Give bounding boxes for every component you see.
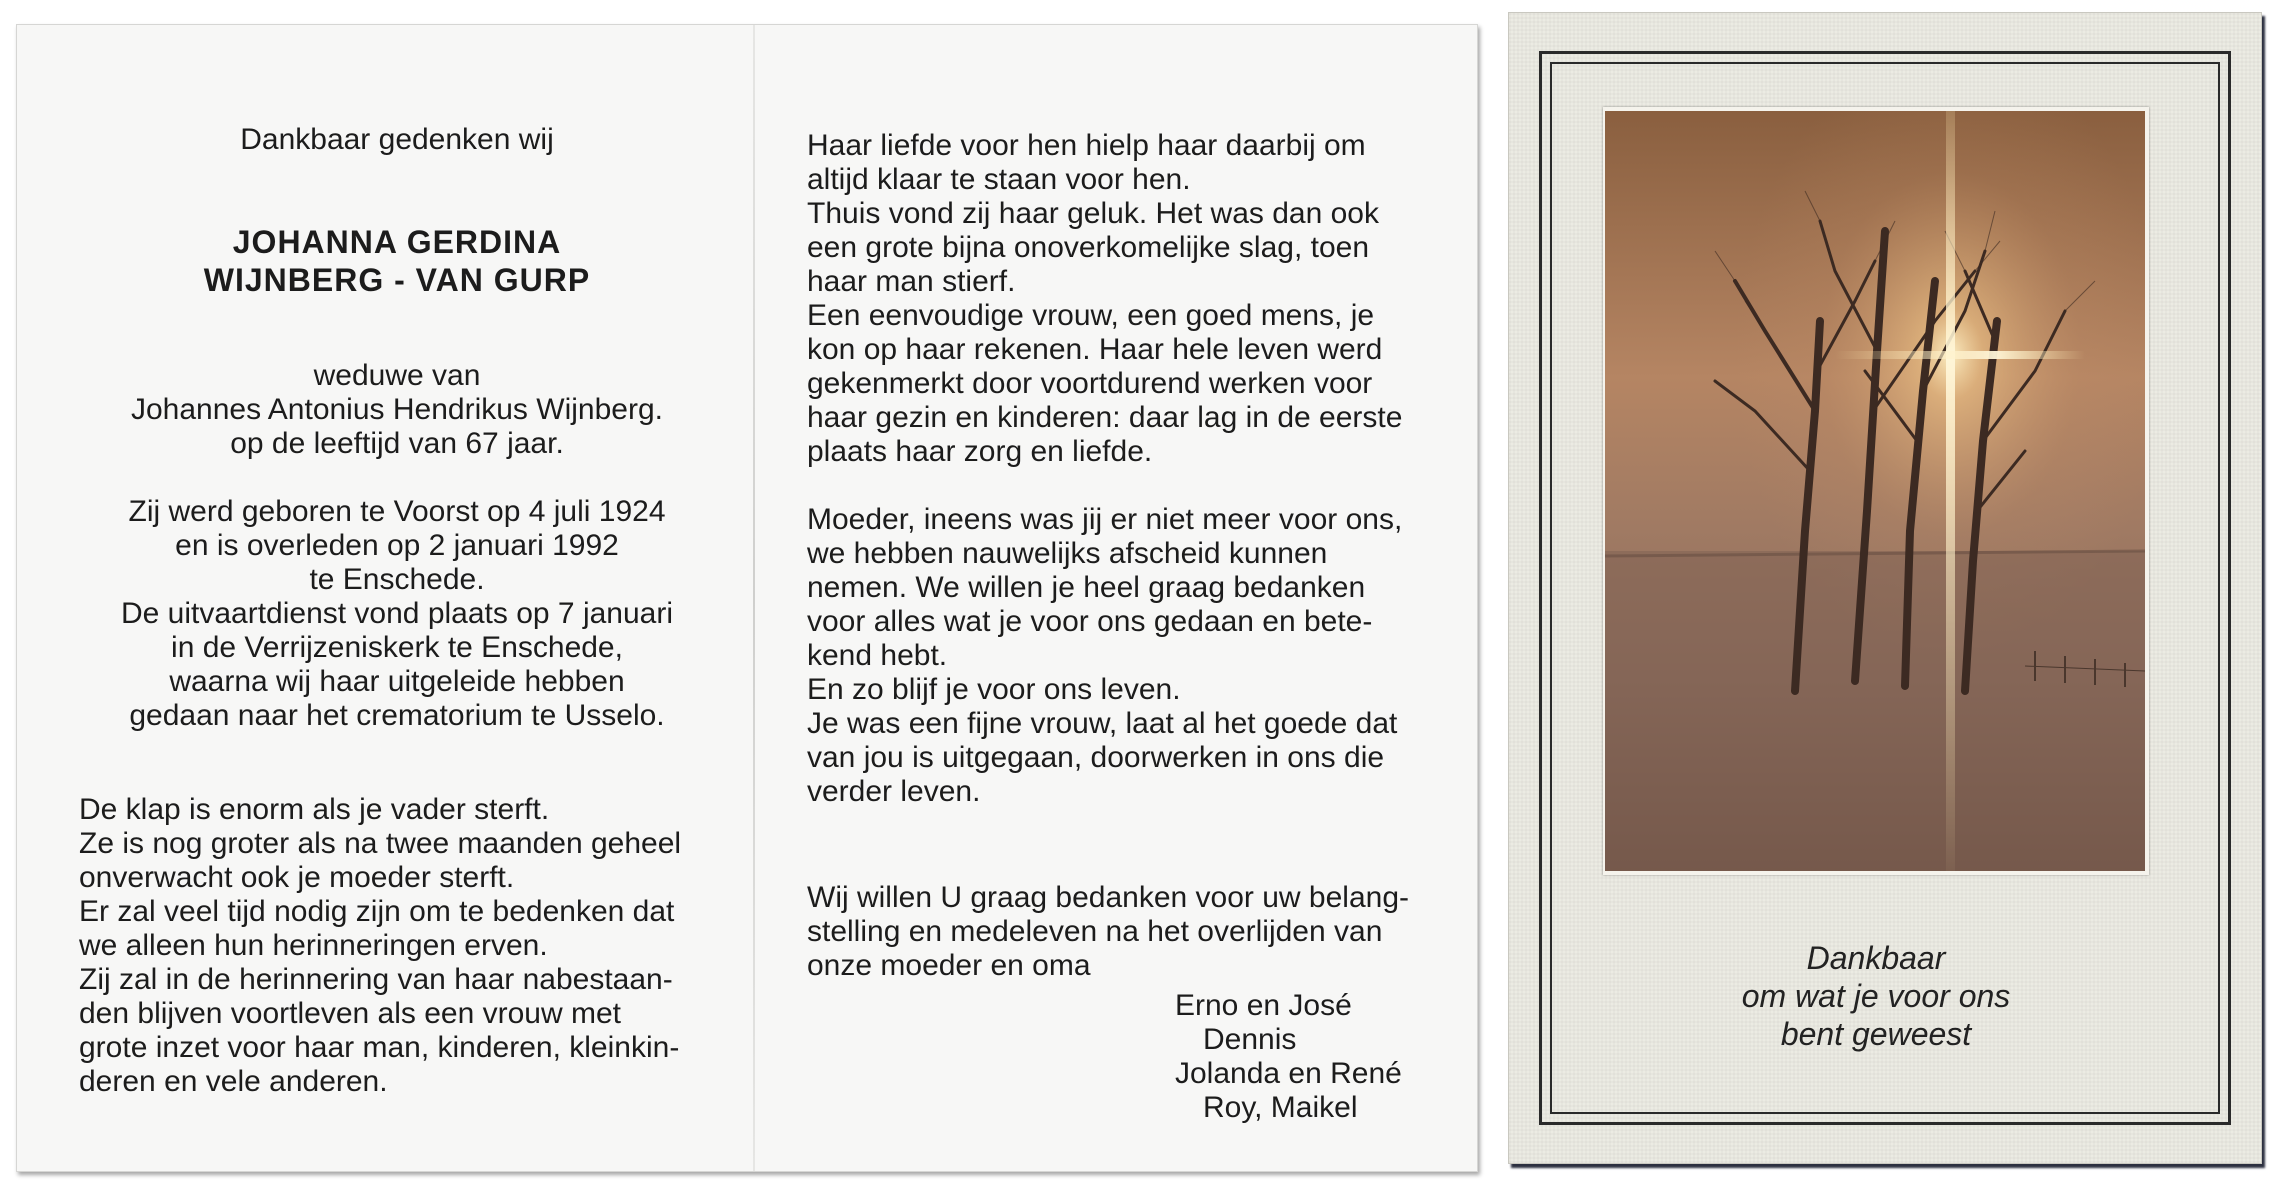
tribute-line: voor alles wat je voor ons gedaan en bete- — [807, 605, 1373, 638]
birth-line: en is overleden op 2 januari 1992 — [175, 529, 619, 562]
poem-paragraph — [79, 793, 729, 1099]
poem-line: De klap is enorm als je vader sterft. — [79, 793, 550, 826]
birth-line: gedaan naar het crematorium te Usselo. — [129, 699, 665, 732]
caption-line: Dankbaar — [1806, 940, 1946, 976]
poem-line: deren en vele anderen. — [79, 1065, 388, 1098]
greeting: Dankbaar gedenken wij — [240, 123, 554, 156]
signers-block — [1175, 989, 1402, 1125]
tribute-line: Moeder, ineens was jij er niet meer voor ons, — [807, 503, 1403, 536]
tribute-line: plaats haar zorg en liefde. — [807, 435, 1153, 468]
widow-line: weduwe van — [313, 359, 481, 392]
signer-line: Jolanda en René — [1175, 1057, 1402, 1090]
cover-caption — [1603, 939, 2149, 1053]
tribute-line: Je was een fijne vrouw, laat al het goede dat — [807, 707, 1398, 740]
widow-line: Johannes Antonius Hendrikus Wijnberg. — [131, 393, 663, 426]
winter-landscape-image — [1605, 111, 2145, 871]
birth-death-block — [77, 495, 717, 733]
inside-left-page — [17, 25, 753, 1171]
tribute-paragraph-1 — [807, 129, 1453, 469]
poem-line: Er zal veel tijd nodig zijn om te bedenken dat — [79, 895, 675, 928]
front-card — [1508, 12, 2262, 1164]
birth-line: in de Verrijzeniskerk te Enschede, — [171, 631, 623, 664]
caption-line: bent geweest — [1780, 1016, 1972, 1052]
tribute-line: gekenmerkt door voortdurend werken voor — [807, 367, 1373, 400]
tribute-line: kon op haar rekenen. Haar hele leven werd — [807, 333, 1383, 366]
tribute-line: altijd klaar te staan voor hen. — [807, 163, 1191, 196]
tribute-line: kend hebt. — [807, 639, 948, 672]
inside-right-page — [755, 25, 1477, 1171]
birth-line: De uitvaartdienst vond plaats op 7 januari — [120, 597, 673, 630]
thanks-line: stelling en medeleven na het overlijden van — [807, 915, 1383, 948]
deceased-name — [77, 223, 717, 299]
tribute-line: En zo blijf je voor ons leven. — [807, 673, 1181, 706]
tribute-line: Een eenvoudige vrouw, een goed mens, je — [807, 299, 1375, 332]
poem-line: Zij zal in de herinnering van haar nabestaan- — [79, 963, 673, 996]
widow-of-block — [77, 359, 717, 461]
name-line-1: JOHANNA GERDINA — [232, 224, 562, 260]
thanks-paragraph — [807, 881, 1453, 983]
tribute-line: haar gezin en kinderen: daar lag in de eerste — [807, 401, 1403, 434]
tribute-line: haar man stierf. — [807, 265, 1016, 298]
poem-line: den blijven voortleven als een vrouw met — [79, 997, 621, 1030]
tribute-line: een grote bijna onoverkomelijke slag, toen — [807, 231, 1370, 264]
caption-line: om wat je voor ons — [1741, 978, 2011, 1014]
tribute-line: we hebben nauwelijks afscheid kunnen — [807, 537, 1328, 570]
birth-line: te Enschede. — [309, 563, 485, 596]
poem-line: grote inzet voor haar man, kinderen, kleinkin- — [79, 1031, 680, 1064]
poem-line: Ze is nog groter als na twee maanden geheel — [79, 827, 682, 860]
birth-line: Zij werd geboren te Voorst op 4 juli 1924 — [128, 495, 666, 528]
tribute-line: van jou is uitgegaan, doorwerken in ons die — [807, 741, 1385, 774]
inside-card — [16, 24, 1478, 1172]
signer-line: Dennis — [1203, 1023, 1297, 1056]
tribute-line: verder leven. — [807, 775, 981, 808]
signer-line: Roy, Maikel — [1203, 1091, 1358, 1124]
cross-trees-photo — [1605, 111, 2145, 871]
thanks-line: onze moeder en oma — [807, 949, 1091, 982]
signer-line: Erno en José — [1175, 989, 1352, 1022]
widow-line: op de leeftijd van 67 jaar. — [230, 427, 564, 460]
thanks-line: Wij willen U graag bedanken voor uw belang- — [807, 881, 1409, 914]
poem-line: we alleen hun herinneringen erven. — [79, 929, 548, 962]
birth-line: waarna wij haar uitgeleide hebben — [169, 665, 625, 698]
poem-line: onverwacht ook je moeder sterft. — [79, 861, 515, 894]
tribute-line: nemen. We willen je heel graag bedanken — [807, 571, 1366, 604]
tribute-line: Thuis vond zij haar geluk. Het was dan ook — [807, 197, 1379, 230]
tribute-line: Haar liefde voor hen hielp haar daarbij om — [807, 129, 1366, 162]
tribute-paragraph-2 — [807, 503, 1453, 809]
name-line-2: WIJNBERG - VAN GURP — [203, 262, 591, 298]
